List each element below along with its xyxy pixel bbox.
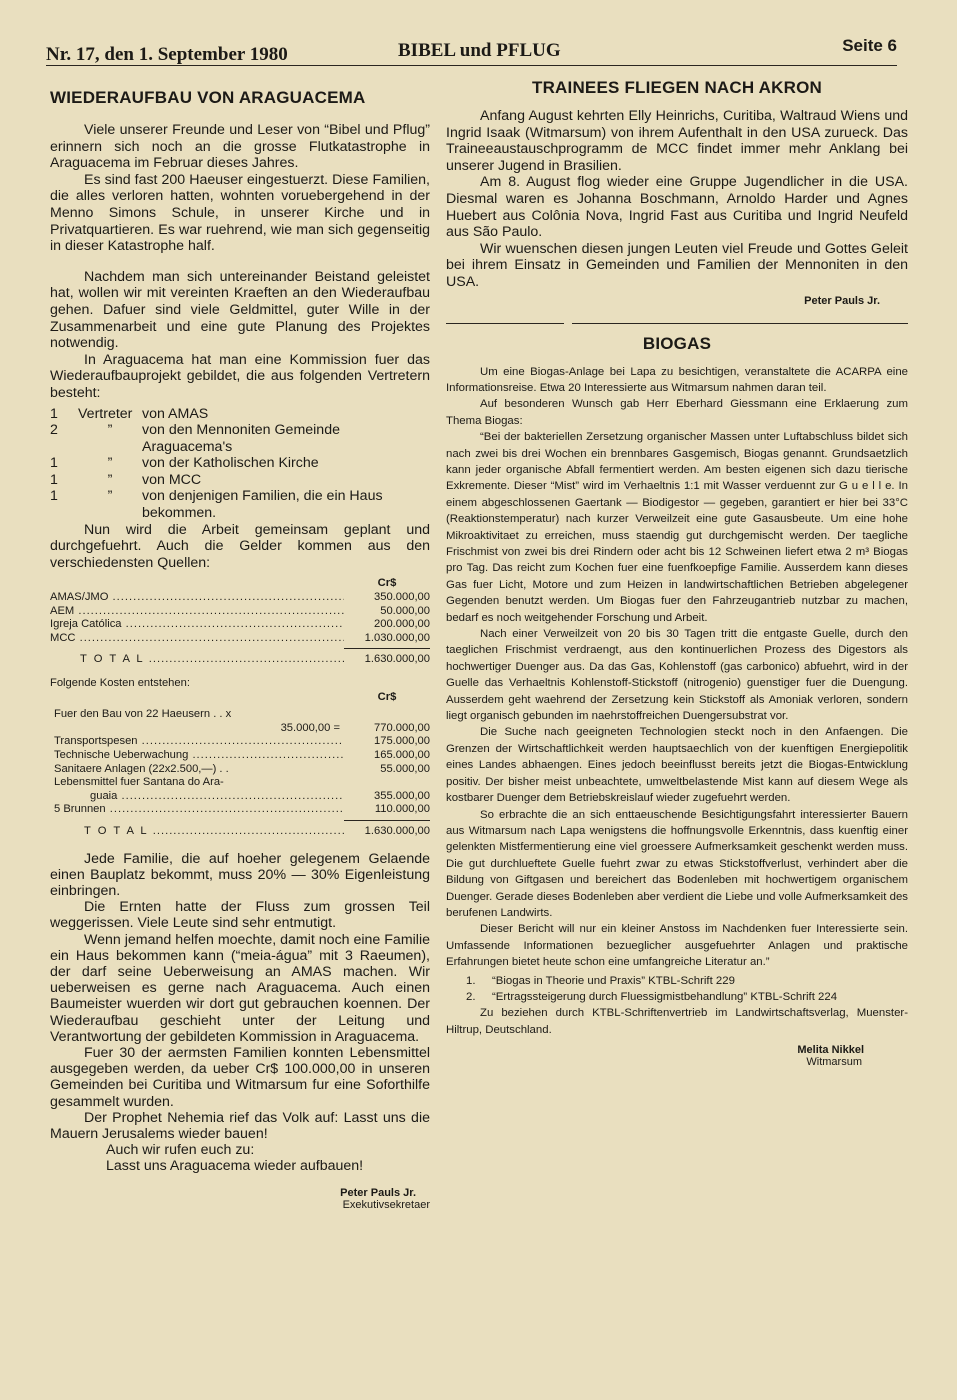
paragraph: Viele unserer Freunde und Leser von “Bibel und Pflug” erinnern sich noch an die grosse Flutkatastrophe in Araguacema im Februar dieses Jahres. xyxy=(50,122,430,172)
masthead-rule xyxy=(46,65,897,66)
author-place: Witmarsum xyxy=(806,1056,862,1069)
list-item: 1 ” von denjenigen Familien, die ein Haus bekommen. xyxy=(50,488,383,522)
list-item: 1. “Biogas in Theorie und Praxis” KTBL-Schrift 229 xyxy=(466,974,735,987)
paragraph: Am 8. August flog wieder eine Gruppe Jugendlicher in die USA. Diesmal waren es Johanna Boschmann, Arnoldo Harder und Agnes Huebert aus Colônia Nova, Ingrid Fast aus Curitiba und Ingrid Neufeld aus São Paulo. xyxy=(446,174,908,241)
article-biogas xyxy=(446,334,908,1069)
paragraph: In Araguacema hat man eine Kommission fuer das Wiederaufbauprojekt gebildet, die aus folgenden Vertretern besteht: xyxy=(50,351,430,401)
paragraph: Jede Familie, die auf hoeher gelegenem Gelaende einen Bauplatz bekommt, muss 20% — 30% Eigenleistung einbringen. xyxy=(50,850,430,899)
paragraph: Nun wird die Arbeit gemeinsam geplant und durchgefuehrt. Auch die Gelder kommen aus den verschiedensten Quellen: xyxy=(50,521,430,571)
table-row: MCC ..... 1.030.000,00 xyxy=(50,632,430,646)
list-item: 1 ” von der Katholischen Kirche xyxy=(50,455,319,472)
paragraph: So erbrachte die an sich enttaeuschende Besichtigungsfahrt interessierter Bauern aus Witmarsum nach Lapa wenigstens die hoffnungsvolle Erkenntnis, dass kuenftig einer gelenkten Mistfermentierung eine viel groessere Aufmerksamkeit geschenkt werden muss. Die gut durchlueftete Guelle fuehrt zwar zu etwas Stickstoffverlust, verhindert aber die Bildung von Giftgasen und bereichert das Bodenleben mit hochwertigem organischem Duenger. Gerade dieses Bodenleben aber verdient die Liebe und volle Aufmerksamkeit des berufenen Landwirts. xyxy=(446,808,908,919)
table-row: AEM ..... 50.000,00 xyxy=(50,605,430,619)
page-number: Seite 6 xyxy=(842,36,897,55)
paragraph: Nachdem man sich untereinander Beistand geleistet hat, wollen wir mit vereinten Kraeften an den Wiederaufbau gehen. Dafuer sind viele Geldmittel, guter Wille in der Zusammenarbeit und eine gute Planung des Projektes notwendig. xyxy=(50,268,430,352)
paragraph: “Bei der bakteriellen Zersetzung organischer Massen unter Luftabschluss bildet sich nach zwei bis drei Wochen ein brennbares Gasgemisch, Biogas genannt. Grundsaetzlich kann jeder organische Abfall fermentiert werden. Am besten eigenen sich dazu tierische Exkremente. Dieser “Mist” wird im Verhaeltnis 1:1 mit Wasser verduennt zur G u e l l e. In einem abgeschlossenen Gaertank — Biodigestor — gegeben, garantiert er hier bei 33°C (Reaktionstemperatur) nach kurzer Verweilzeit eine gute Gasausbeute. Um eine hohe Mikroaktivitaet zu erreichen, muss staendig gut durchgemischt werden. Der taegliche Frischmist von zwei bis drei Rindern oder acht bis 12 Schweinen liefert etwa 2 m³ Biogas pro Tag. Das reicht zum Kochen fuer eine fuenfkoepfige Familie. Ausserdem kann dieses Gas fuer Licht, Motore und zum Heizen in landwirtschaftlichen Betrieben abgelegener Gegenden benutzt werden. Um Biogas fuer den Fahrzeugantrieb nutzbar zu machen, bedarf es noch weitgehender Forschung und Arbeit. xyxy=(446,431,908,624)
paragraph: Wenn jemand helfen moechte, damit noch eine Familie ein Haus bekommen kann (“meia-água” mit 3 Raeumen), der darf seine Ueberweisung an AMAS machen. Wir ueberweisen es gerne nach Araguacema. Auch einen Baumeister wuerden wir dort gut gebrauchen koennen. Der Wiederaufbau geschieht unter der Leitung und Verantwortung der gebildeten Kommission in Araguacema. xyxy=(50,931,430,1045)
paragraph: Fuer 30 der aermsten Familien konnten Lebensmittel ausgegeben werden, da ueber Cr$ 100.000,00 in unseren Gemeinden bei Curitiba und Witmarsum fur eine Soforthilfe gesammelt wurden. xyxy=(50,1044,430,1110)
total-row: T O T A L ..... 1.630.000,00 xyxy=(50,653,430,667)
paragraph: Zu beziehen durch KTBL-Schriftenvertrieb im Landwirtschaftsverlag, Muenster-Hiltrup, Deutschland. xyxy=(446,1007,908,1036)
paragraph: Es sind fast 200 Haeuser eingestuerzt. Diese Familien, die alles verloren hatten, wohnten voruebergehend in der Menno Simons Schule, in unserer Kirche und in Privatquartieren. Es war ruehrend, wie man sich gegenseitig in dieser Katastrophe half. xyxy=(50,171,430,255)
paragraph: Dieser Bericht will nur ein kleiner Anstoss im Nachdenken fuer Interessierte sein. Umfassende Informationen bezueglicher ausgefuehrter Anlagen und praktische Erfahrungen bietet heute schon eine umfangreiche Literatur an.” xyxy=(446,923,908,969)
literature-list xyxy=(466,973,908,1006)
table-row: Sanitaere Anlagen (22x2.500,—) . . 55.000,00 xyxy=(54,762,430,775)
table-row: 5 Brunnen ..... 110.000,00 xyxy=(50,803,430,817)
list-item: 1 Vertreter von AMAS xyxy=(50,405,209,422)
commission-list xyxy=(50,406,430,522)
masthead xyxy=(46,34,897,66)
currency-label: Cr$ xyxy=(377,690,397,703)
paragraph: Um eine Biogas-Anlage bei Lapa zu besichtigen, veranstaltete die ACARPA eine Informationsreise. Etwa 20 Interessierte aus Witmarsum nahmen daran teil. xyxy=(446,365,908,394)
article-title: BIOGAS xyxy=(642,333,712,353)
right-column xyxy=(446,78,908,1068)
paragraph: Wir wuenschen diesen jungen Leuten viel Freude und Gottes Geleit bei ihrem Einsatz in Gemeinden und Familien der Mennoniten in den USA. xyxy=(446,240,908,290)
paragraph: Auch wir rufen euch zu: xyxy=(106,1142,255,1159)
article-trainees xyxy=(446,78,908,307)
table-row: Transportspesen ..... 175.000,00 xyxy=(50,735,430,749)
table-row: AMAS/JMO ..... 350.000,00 xyxy=(50,591,430,605)
paragraph: Nach einer Verweilzeit von 20 bis 30 Tagen tritt die entgaste Guelle, durch den taeglichen Frischmist verdraengt, aus den kontinuerlichen Prozess des Digestors als hochwertiger Duenger aus. Da das Gas, Kohlenstoff (gas carbonico) abfuehrt, wird in der Guelle das Verhaeltnis Kohlenstoff-Stickstoff (nitrogenio) guenstiger fuer die Duengung. Ausserdem geht waehrend der Zersetzung kein Stickstoff als Amoniak verloren, sondern liegt organisch gebunden im naehrstoffreichen Duengersubstrat vor. xyxy=(446,628,908,723)
income-table xyxy=(50,577,430,838)
table-row: Lebensmittel fuer Santana do Ara- xyxy=(54,776,224,789)
sum-rule xyxy=(344,648,430,649)
section-divider xyxy=(446,323,908,324)
list-item: 2 ” von den Mennoniten Gemeinde Araguacema's xyxy=(50,422,340,455)
paragraph: Die Suche nach geeigneten Technologien steckt noch in den Anfaengen. Die Grenzen der Wirtschaftlichkeit werden hauptsaechlich von der kuenftigen Energiepolitik eines Landes abhaengen. Eines jedoch beeinflusst bereits jetzt die Biogas-Entwicklung positiv. Der bisher meist unbeachtete, umweltbelastende Mist kann auf diesem Wege als kostbarer Duenger dem Betriebskreislauf wieder zugefuehrt werden. xyxy=(446,726,908,805)
costs-heading: Folgende Kosten entstehen: xyxy=(50,677,190,689)
total-row: T O T A L ..... 1.630.000,00 xyxy=(50,825,430,839)
paragraph: Lasst uns Araguacema wieder aufbauen! xyxy=(106,1158,364,1175)
table-row: Igreja Católica ..... 200.000,00 xyxy=(50,618,430,632)
sum-rule xyxy=(344,820,430,821)
list-item: 1 ” von MCC xyxy=(50,471,202,488)
paragraph: Anfang August kehrten Elly Heinrichs, Curitiba, Waltraud Wiens und Ingrid Isaak (Witmarsum) von ihrem Aufenthalt in den USA zurueck. Das Traineeaustauschprogramm de MCC findet immer mehr Anklang bei unserer Jugend in Brasilien. xyxy=(446,108,908,174)
article-title: WIEDERAUFBAU VON ARAGUACEMA xyxy=(50,88,366,107)
table-row: 35.000,00 = 770.000,00 xyxy=(280,721,430,734)
table-row: Technische Ueberwachung ..... 165.000,00 xyxy=(50,749,430,763)
list-item: 2. “Ertragssteigerung durch Fluessigmistbehandlung” KTBL-Schrift 224 xyxy=(466,990,838,1003)
article-araguacema xyxy=(50,88,430,1211)
author-role: Exekutivsekretaer xyxy=(342,1198,430,1211)
paragraph: Der Prophet Nehemia rief das Volk auf: Lasst uns die Mauern Jerusalems wieder bauen! xyxy=(50,1109,430,1142)
table-row: guaia ..... 355.000,00 xyxy=(50,790,430,804)
issue-date: Nr. 17, den 1. September 1980 xyxy=(46,44,288,65)
currency-label: Cr$ xyxy=(377,577,397,590)
newspaper-name: BIBEL und PFLUG xyxy=(398,40,561,61)
author-name: Peter Pauls Jr. xyxy=(340,1186,416,1199)
author-name: Melita Nikkel xyxy=(797,1044,864,1057)
paragraph: Auf besonderen Wunsch gab Herr Eberhard Giessmann eine Erklaerung zum Thema Biogas: xyxy=(446,398,908,427)
author-name: Peter Pauls Jr. xyxy=(804,294,880,307)
table-row: Fuer den Bau von 22 Haeusern . . x xyxy=(54,708,232,721)
article-title: TRAINEES FLIEGEN NACH AKRON xyxy=(531,78,822,97)
paragraph: Die Ernten hatte der Fluss zum grossen Teil weggerissen. Viele Leute sind sehr entmutigt. xyxy=(50,899,430,932)
